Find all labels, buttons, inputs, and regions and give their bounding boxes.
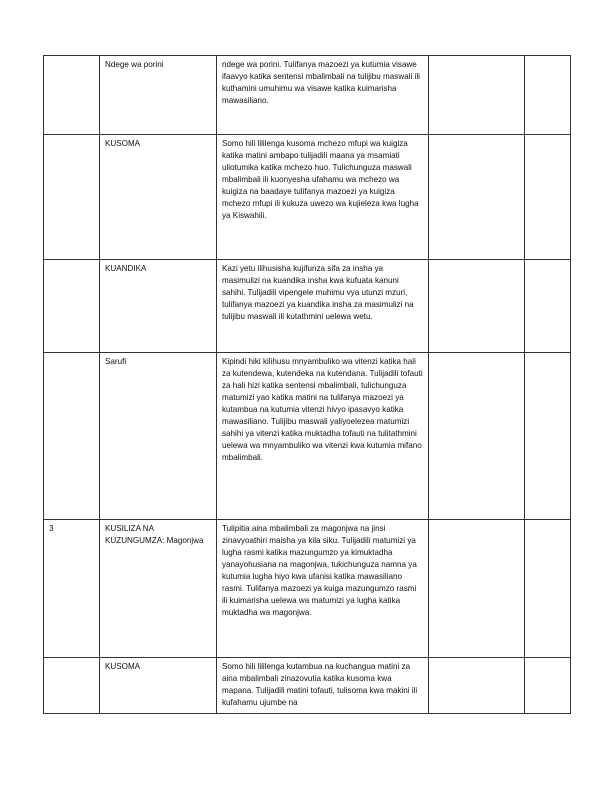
week-cell: [44, 56, 100, 135]
topic-cell: KUSILIZA NA KUZUNGUMZA: Magonjwa: [100, 520, 217, 658]
empty-cell: [429, 520, 525, 658]
table-row: [44, 658, 571, 714]
description-cell: ndege wa porini. Tulifanya mazoezi ya kutumia visawe ifaavyo katika sentensi mbalimbali na tulijibu maswali ili kuthamini umuhimu wa visawe katika kuimarisha mawasiliano.: [217, 56, 429, 135]
empty-cell: [429, 353, 525, 520]
table-row: [44, 135, 571, 260]
topic-cell: KUSOMA: [100, 658, 217, 714]
description-cell: Somo hili lililenga kutambua na kuchangua matini za aina mbalimbali zinazovutia katika kusoma kwa mapana. Tulijadili matini tofauti, tulisoma kwa makini ili kufahamu ujumbe na: [217, 658, 429, 714]
topic-cell: KUANDIKA: [100, 260, 217, 353]
empty-cell: [525, 135, 571, 260]
empty-cell: [525, 520, 571, 658]
topic-cell: Ndege wa porini: [100, 56, 217, 135]
description-cell: Kipindi hiki kilihusu mnyambuliko wa vitenzi katika hali za kutendewa, kutendeka na kutendana. Tulijadili tofauti za hali hizi katika sentensi mbalimbali, tulichunguza matumizi yao katika matini na tulifanya mazoezi ya kutambua na kutumia vitenzi hivyo ipasavyo katika mawasiliano. Tulijibu maswali yaliyoelezea matumizi sahihi ya vitenzi katika muktadha tofauti na tulitathmini uelewa wa mnyambuliko wa vitenzi kwa kutumia mifano mbalimbali.: [217, 353, 429, 520]
table-row: [44, 520, 571, 658]
table-row: [44, 260, 571, 353]
description-cell: Somo hili lililenga kusoma mchezo mfupi wa kuigiza katika matini ambapo tulijadili maana ya msamiati uliotumika katika mchezo huo. Tulichunguza maswali mbalimbali ili kuonyesha ufahamu wa mchezo wa kuigiza na baadaye tulifanya mazoezi ya kuigiza mchezo mfupi ili kukuza uwezo wa kujieleza kwa lugha ya Kiswahili.: [217, 135, 429, 260]
week-cell: [44, 135, 100, 260]
empty-cell: [525, 56, 571, 135]
empty-cell: [429, 260, 525, 353]
week-cell: [44, 658, 100, 714]
description-cell: Tulipitia aina mbalimbali za magonjwa na jinsi zinavyoathiri maisha ya kila siku. Tulijadili matumizi ya lugha rasmi katika mazungumzo ya kimuktadha yanayohusiana na magonjwa, tukichunguza namna ya kutumia lugha hiyo kwa ufanisi katika mawasiliano rasmi. Tulifanya mazoezi ya kuiga mazungumzo rasmi ili kuimarisha uelewa wa matumizi ya lugha katika muktadha wa magonjwa.: [217, 520, 429, 658]
week-cell: 3: [44, 520, 100, 658]
empty-cell: [429, 135, 525, 260]
empty-cell: [525, 353, 571, 520]
lesson-plan-table: [43, 55, 571, 714]
empty-cell: [525, 658, 571, 714]
table-row: [44, 353, 571, 520]
table-row: [44, 56, 571, 135]
empty-cell: [429, 658, 525, 714]
empty-cell: [525, 260, 571, 353]
week-cell: [44, 353, 100, 520]
week-cell: [44, 260, 100, 353]
topic-cell: KUSOMA: [100, 135, 217, 260]
description-cell: Kazi yetu ilihusisha kujifunza sifa za insha ya masimulizi na kuandika insha kwa kufuata kanuni sahihi. Tulijadili vipengele muhimu vya utunzi mzuri, tulifanya mazoezi ya kuandika insha za masimulizi na tulijibu maswali ili kutathmini uelewa wetu.: [217, 260, 429, 353]
empty-cell: [429, 56, 525, 135]
topic-cell: Sarufi: [100, 353, 217, 520]
